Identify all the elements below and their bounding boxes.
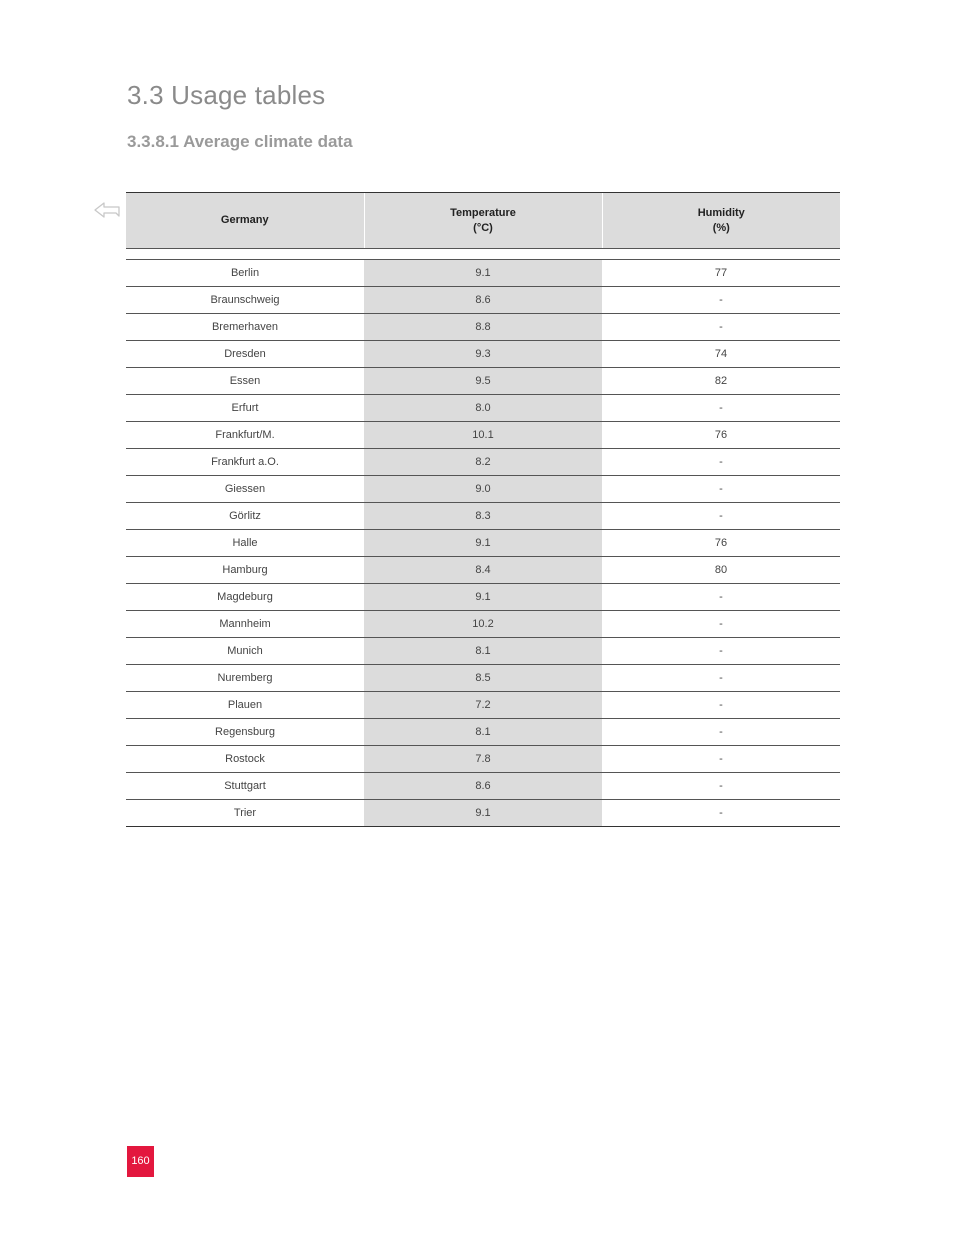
city-cell: Regensburg — [126, 719, 364, 746]
temperature-cell: 9.5 — [364, 368, 602, 395]
humidity-cell: 80 — [602, 557, 840, 584]
table-spacer-row — [126, 249, 840, 260]
table-row — [126, 719, 840, 746]
temperature-cell: 9.1 — [364, 800, 602, 827]
city-cell: Magdeburg — [126, 584, 364, 611]
table-row — [126, 449, 840, 476]
temperature-cell: 8.1 — [364, 638, 602, 665]
header-city-label: Germany — [220, 214, 269, 226]
climate-table-container — [126, 192, 840, 827]
header-temperature — [364, 193, 602, 249]
city-cell: Frankfurt a.O. — [126, 449, 364, 476]
humidity-cell: - — [602, 719, 840, 746]
humidity-cell: - — [602, 449, 840, 476]
city-cell: Hamburg — [126, 557, 364, 584]
spacer-cell — [602, 249, 840, 260]
spacer-cell — [126, 249, 364, 260]
humidity-cell: - — [602, 665, 840, 692]
temperature-cell: 9.0 — [364, 476, 602, 503]
temperature-cell: 9.1 — [364, 530, 602, 557]
table-row — [126, 314, 840, 341]
humidity-cell: - — [602, 476, 840, 503]
temperature-cell: 9.3 — [364, 341, 602, 368]
page-number-badge: 160 — [127, 1146, 154, 1177]
header-humidity-label: Humidity — [697, 206, 745, 219]
temperature-cell: 8.8 — [364, 314, 602, 341]
city-cell: Essen — [126, 368, 364, 395]
header-humidity-unit: (%) — [712, 221, 730, 234]
temperature-cell: 9.1 — [364, 260, 602, 287]
header-temperature-unit: (°C) — [473, 221, 493, 234]
table-row — [126, 341, 840, 368]
table-body — [126, 249, 840, 827]
humidity-cell: - — [602, 314, 840, 341]
temperature-cell: 9.1 — [364, 584, 602, 611]
humidity-cell: - — [602, 638, 840, 665]
humidity-cell: - — [602, 800, 840, 827]
city-cell: Plauen — [126, 692, 364, 719]
spacer-cell — [364, 249, 602, 260]
city-cell: Rostock — [126, 746, 364, 773]
city-cell: Nuremberg — [126, 665, 364, 692]
city-cell: Dresden — [126, 341, 364, 368]
section-title: 3.3 Usage tables — [127, 80, 326, 110]
city-cell: Giessen — [126, 476, 364, 503]
climate-table — [126, 192, 840, 827]
table-row — [126, 287, 840, 314]
temperature-cell: 10.2 — [364, 611, 602, 638]
temperature-cell: 7.8 — [364, 746, 602, 773]
back-arrow-icon[interactable] — [92, 200, 122, 220]
table-row — [126, 395, 840, 422]
humidity-cell: - — [602, 287, 840, 314]
city-cell: Erfurt — [126, 395, 364, 422]
humidity-cell: - — [602, 773, 840, 800]
table-row — [126, 476, 840, 503]
humidity-cell: - — [602, 503, 840, 530]
header-city — [126, 193, 364, 249]
city-cell: Mannheim — [126, 611, 364, 638]
table-row — [126, 368, 840, 395]
city-cell: Berlin — [126, 260, 364, 287]
temperature-cell: 8.4 — [364, 557, 602, 584]
table-row — [126, 746, 840, 773]
table-row — [126, 692, 840, 719]
city-cell: Stuttgart — [126, 773, 364, 800]
table-row — [126, 665, 840, 692]
table-row — [126, 638, 840, 665]
city-cell: Trier — [126, 800, 364, 827]
city-cell: Frankfurt/M. — [126, 422, 364, 449]
back-arrow-icon-graphic — [92, 200, 122, 220]
city-cell: Braunschweig — [126, 287, 364, 314]
table-header — [126, 193, 840, 249]
table-row — [126, 503, 840, 530]
temperature-cell: 8.3 — [364, 503, 602, 530]
humidity-cell: - — [602, 746, 840, 773]
table-row — [126, 773, 840, 800]
table-row — [126, 611, 840, 638]
humidity-cell: - — [602, 611, 840, 638]
humidity-cell: 77 — [602, 260, 840, 287]
table-row — [126, 530, 840, 557]
temperature-cell: 8.1 — [364, 719, 602, 746]
humidity-cell: 76 — [602, 422, 840, 449]
table-row — [126, 260, 840, 287]
city-cell: Munich — [126, 638, 364, 665]
humidity-cell: - — [602, 692, 840, 719]
city-cell: Halle — [126, 530, 364, 557]
temperature-cell: 8.6 — [364, 773, 602, 800]
temperature-cell: 8.5 — [364, 665, 602, 692]
header-row — [126, 193, 840, 249]
table-row — [126, 584, 840, 611]
temperature-cell: 8.0 — [364, 395, 602, 422]
humidity-cell: 82 — [602, 368, 840, 395]
temperature-cell: 7.2 — [364, 692, 602, 719]
temperature-cell: 10.1 — [364, 422, 602, 449]
temperature-cell: 8.6 — [364, 287, 602, 314]
humidity-cell: - — [602, 395, 840, 422]
humidity-cell: 74 — [602, 341, 840, 368]
header-humidity — [602, 193, 840, 249]
temperature-cell: 8.2 — [364, 449, 602, 476]
header-temperature-label: Temperature — [450, 206, 516, 219]
table-row — [126, 557, 840, 584]
subsection-title: 3.3.8.1 Average climate data — [127, 132, 353, 151]
table-row — [126, 800, 840, 827]
city-cell: Görlitz — [126, 503, 364, 530]
table-row — [126, 422, 840, 449]
humidity-cell: - — [602, 584, 840, 611]
city-cell: Bremerhaven — [126, 314, 364, 341]
humidity-cell: 76 — [602, 530, 840, 557]
